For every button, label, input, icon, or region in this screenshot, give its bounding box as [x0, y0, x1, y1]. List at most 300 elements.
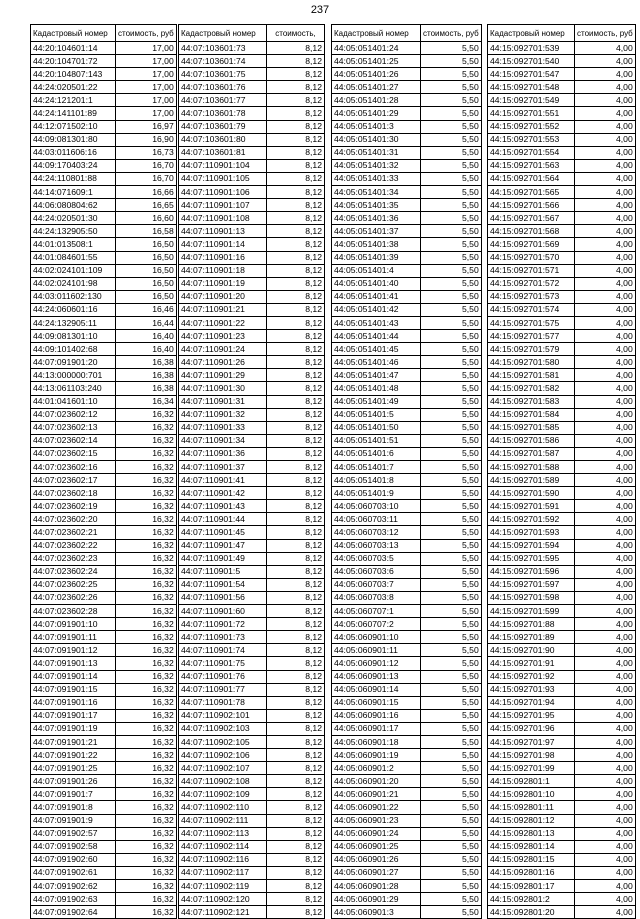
table-row: [488, 474, 636, 487]
cadastral-number-cell: 44:15:092701:590: [488, 487, 575, 500]
table-row: [31, 880, 177, 893]
cadastral-number-cell: 44:05:051401:31: [332, 146, 421, 159]
table-row: [179, 434, 325, 447]
cost-cell: 8,12: [267, 316, 325, 329]
table-row: [31, 487, 177, 500]
cadastral-number-cell: 44:07:091901:12: [31, 644, 116, 657]
cost-cell: 4,00: [575, 749, 636, 762]
cost-cell: 16,32: [116, 814, 177, 827]
cadastral-number-cell: 44:07:103601:76: [179, 81, 267, 94]
cost-cell: 4,00: [575, 605, 636, 618]
table-row: [332, 461, 482, 474]
table-row: [31, 277, 177, 290]
cost-cell: 16,32: [116, 618, 177, 631]
header-cadastral-number: Кадастровый номер: [332, 25, 421, 42]
table-row: [179, 631, 325, 644]
table-row: [488, 775, 636, 788]
cost-cell: 4,00: [575, 618, 636, 631]
table-row: [332, 539, 482, 552]
table-row: [179, 225, 325, 238]
table-row: [332, 578, 482, 591]
cost-cell: 4,00: [575, 565, 636, 578]
cadastral-number-cell: 44:05:051401:28: [332, 94, 421, 107]
table-row: [332, 526, 482, 539]
cost-cell: 5,50: [421, 565, 482, 578]
cost-cell: 4,00: [575, 539, 636, 552]
cadastral-number-cell: 44:05:051401:6: [332, 447, 421, 460]
table-row: [31, 788, 177, 801]
cadastral-number-cell: 44:07:110901:74: [179, 644, 267, 657]
cost-cell: 8,12: [267, 591, 325, 604]
cadastral-number-cell: 44:07:110901:18: [179, 264, 267, 277]
cost-cell: 16,32: [116, 552, 177, 565]
cost-cell: 4,00: [575, 356, 636, 369]
cadastral-number-cell: 44:15:092701:598: [488, 591, 575, 604]
cadastral-number-cell: 44:15:092701:581: [488, 369, 575, 382]
cost-cell: 4,00: [575, 526, 636, 539]
cadastral-number-cell: 44:15:092701:574: [488, 303, 575, 316]
cadastral-number-cell: 44:05:051401:48: [332, 382, 421, 395]
cadastral-number-cell: 44:07:023602:21: [31, 526, 116, 539]
table-row: [332, 434, 482, 447]
cadastral-number-cell: 44:07:023602:15: [31, 447, 116, 460]
cadastral-number-cell: 44:15:092701:548: [488, 81, 575, 94]
cost-cell: 16,32: [116, 840, 177, 853]
cadastral-number-cell: 44:05:051401:49: [332, 395, 421, 408]
cadastral-number-cell: 44:15:092701:582: [488, 382, 575, 395]
cost-cell: 5,50: [421, 762, 482, 775]
table-row: [488, 55, 636, 68]
cost-cell: 4,00: [575, 395, 636, 408]
cadastral-number-cell: 44:15:092701:571: [488, 264, 575, 277]
cadastral-number-cell: 44:15:092701:583: [488, 395, 575, 408]
cadastral-number-cell: 44:07:110901:56: [179, 591, 267, 604]
cadastral-number-cell: 44:05:060703:11: [332, 513, 421, 526]
cadastral-number-cell: 44:15:092701:596: [488, 565, 575, 578]
table-row: [332, 421, 482, 434]
cadastral-number-cell: 44:07:110901:54: [179, 578, 267, 591]
table-row: [31, 670, 177, 683]
cost-cell: 5,50: [421, 225, 482, 238]
cost-cell: 8,12: [267, 199, 325, 212]
cost-cell: 16,65: [116, 199, 177, 212]
table-row: [332, 225, 482, 238]
table-row: [179, 709, 325, 722]
cost-cell: 8,12: [267, 552, 325, 565]
table-row: [31, 513, 177, 526]
cadastral-number-cell: 44:07:110901:104: [179, 159, 267, 172]
table-row: [179, 146, 325, 159]
cadastral-number-cell: 44:07:110901:105: [179, 172, 267, 185]
table-row: [179, 461, 325, 474]
cost-cell: 5,50: [421, 42, 482, 55]
table-row: [488, 735, 636, 748]
cost-cell: 16,32: [116, 853, 177, 866]
cadastral-number-cell: 44:05:060901:27: [332, 866, 421, 879]
cadastral-number-cell: 44:05:060901:10: [332, 631, 421, 644]
table-row: [31, 814, 177, 827]
cost-cell: 8,12: [267, 461, 325, 474]
cadastral-number-cell: 44:05:060703:7: [332, 578, 421, 591]
cost-cell: 5,50: [421, 186, 482, 199]
cadastral-table-4: [487, 24, 636, 919]
cost-cell: 16,32: [116, 565, 177, 578]
cost-cell: 4,00: [575, 264, 636, 277]
cadastral-number-cell: 44:05:051401:32: [332, 159, 421, 172]
cost-cell: 5,50: [421, 749, 482, 762]
cost-cell: 8,12: [267, 853, 325, 866]
cadastral-number-cell: 44:15:092701:569: [488, 238, 575, 251]
table-row: [332, 801, 482, 814]
cadastral-number-cell: 44:07:091901:15: [31, 683, 116, 696]
cadastral-number-cell: 44:07:091901:16: [31, 696, 116, 709]
cadastral-number-cell: 44:07:091901:21: [31, 735, 116, 748]
table-row: [31, 68, 177, 81]
cadastral-number-cell: 44:05:060703:13: [332, 539, 421, 552]
cost-cell: 16,32: [116, 591, 177, 604]
cost-cell: 5,50: [421, 461, 482, 474]
table-row: [332, 42, 482, 55]
cadastral-number-cell: 44:07:110901:41: [179, 474, 267, 487]
cost-cell: 8,12: [267, 238, 325, 251]
table-row: [31, 631, 177, 644]
table-row: [488, 68, 636, 81]
header-cadastral-number: Кадастровый номер: [488, 25, 575, 42]
table-row: [31, 775, 177, 788]
table-row: [332, 513, 482, 526]
table-row: [31, 199, 177, 212]
table-row: [332, 735, 482, 748]
cadastral-number-cell: 44:15:092701:539: [488, 42, 575, 55]
cadastral-number-cell: 44:12:071502:10: [31, 120, 116, 133]
table-row: [332, 369, 482, 382]
cadastral-number-cell: 44:15:092701:599: [488, 605, 575, 618]
cadastral-number-cell: 44:15:092701:585: [488, 421, 575, 434]
cadastral-number-cell: 44:07:110901:106: [179, 186, 267, 199]
cost-cell: 16,66: [116, 186, 177, 199]
cadastral-number-cell: 44:07:103601:79: [179, 120, 267, 133]
cadastral-number-cell: 44:15:092701:540: [488, 55, 575, 68]
cadastral-number-cell: 44:15:092801:15: [488, 853, 575, 866]
cadastral-number-cell: 44:15:092701:565: [488, 186, 575, 199]
cost-cell: 16,50: [116, 238, 177, 251]
cost-cell: 5,50: [421, 382, 482, 395]
cost-cell: 4,00: [575, 172, 636, 185]
cost-cell: 16,32: [116, 434, 177, 447]
table-row: [31, 303, 177, 316]
table-row: [31, 500, 177, 513]
cadastral-number-cell: 44:15:092701:99: [488, 762, 575, 775]
cadastral-number-cell: 44:07:110901:14: [179, 238, 267, 251]
cost-cell: 4,00: [575, 500, 636, 513]
cost-cell: 17,00: [116, 81, 177, 94]
table-row: [488, 657, 636, 670]
cadastral-number-cell: 44:15:092701:570: [488, 251, 575, 264]
cost-cell: 16,40: [116, 330, 177, 343]
cadastral-number-cell: 44:05:060901:24: [332, 827, 421, 840]
table-row: [31, 434, 177, 447]
cost-cell: 8,12: [267, 906, 325, 919]
cost-cell: 4,00: [575, 94, 636, 107]
cost-cell: 4,00: [575, 343, 636, 356]
table-row: [332, 683, 482, 696]
header-cadastral-number: Кадастровый номер: [31, 25, 116, 42]
table-row: [179, 906, 325, 919]
table-row: [31, 461, 177, 474]
table-row: [332, 893, 482, 906]
table-row: [332, 565, 482, 578]
cost-cell: 16,32: [116, 500, 177, 513]
table-row: [179, 277, 325, 290]
cost-cell: 8,12: [267, 657, 325, 670]
cost-cell: 5,50: [421, 591, 482, 604]
cadastral-number-cell: 44:07:110901:76: [179, 670, 267, 683]
cost-cell: 4,00: [575, 408, 636, 421]
cadastral-number-cell: 44:05:051401:51: [332, 434, 421, 447]
table-row: [179, 893, 325, 906]
cadastral-number-cell: 44:15:092801:14: [488, 840, 575, 853]
table-row: [488, 107, 636, 120]
cost-cell: 8,12: [267, 866, 325, 879]
table-row: [488, 670, 636, 683]
cadastral-number-cell: 44:07:091901:26: [31, 775, 116, 788]
cost-cell: 8,12: [267, 81, 325, 94]
cost-cell: 8,12: [267, 618, 325, 631]
cadastral-number-cell: 44:07:023602:26: [31, 591, 116, 604]
cadastral-number-cell: 44:05:060901:15: [332, 696, 421, 709]
cadastral-number-cell: 44:07:110901:44: [179, 513, 267, 526]
cadastral-number-cell: 44:07:103601:77: [179, 94, 267, 107]
cost-cell: 5,50: [421, 316, 482, 329]
cost-cell: 4,00: [575, 631, 636, 644]
cadastral-number-cell: 44:07:023602:23: [31, 552, 116, 565]
cadastral-number-cell: 44:05:051401:24: [332, 42, 421, 55]
cost-cell: 5,50: [421, 68, 482, 81]
cost-cell: 5,50: [421, 840, 482, 853]
cost-cell: 17,00: [116, 42, 177, 55]
cost-cell: 8,12: [267, 644, 325, 657]
table-row: [332, 55, 482, 68]
table-row: [179, 487, 325, 500]
table-row: [179, 55, 325, 68]
cadastral-table-3: [331, 24, 482, 919]
cadastral-number-cell: 44:05:051401:7: [332, 461, 421, 474]
cadastral-number-cell: 44:07:103601:73: [179, 42, 267, 55]
cadastral-number-cell: 44:15:092701:566: [488, 199, 575, 212]
cost-cell: 16,73: [116, 146, 177, 159]
table-row: [488, 840, 636, 853]
table-row: [488, 382, 636, 395]
cost-cell: 16,34: [116, 395, 177, 408]
cadastral-number-cell: 44:15:092701:572: [488, 277, 575, 290]
cadastral-number-cell: 44:05:051401:3: [332, 120, 421, 133]
cadastral-number-cell: 44:07:091902:62: [31, 880, 116, 893]
table-row: [179, 591, 325, 604]
cadastral-number-cell: 44:01:084601:55: [31, 251, 116, 264]
cost-cell: 5,50: [421, 880, 482, 893]
cadastral-number-cell: 44:15:092701:597: [488, 578, 575, 591]
table-row: [488, 212, 636, 225]
cost-cell: 16,32: [116, 880, 177, 893]
cost-cell: 8,12: [267, 133, 325, 146]
cost-cell: 4,00: [575, 591, 636, 604]
cadastral-number-cell: 44:09:081301:80: [31, 133, 116, 146]
table-row: [488, 42, 636, 55]
cost-cell: 8,12: [267, 94, 325, 107]
cadastral-number-cell: 44:07:110902:111: [179, 814, 267, 827]
table-row: [488, 199, 636, 212]
cadastral-number-cell: 44:07:091902:61: [31, 866, 116, 879]
cost-cell: 4,00: [575, 68, 636, 81]
table-row: [488, 120, 636, 133]
cost-cell: 5,50: [421, 670, 482, 683]
cost-cell: 16,32: [116, 657, 177, 670]
cadastral-table-1: [30, 24, 177, 919]
table-row: [488, 395, 636, 408]
cost-cell: 4,00: [575, 880, 636, 893]
table-row: [332, 277, 482, 290]
cost-cell: 17,00: [116, 55, 177, 68]
cost-cell: 5,50: [421, 421, 482, 434]
table-row: [488, 631, 636, 644]
cadastral-number-cell: 44:07:110902:121: [179, 906, 267, 919]
cadastral-number-cell: 44:05:051401:30: [332, 133, 421, 146]
cadastral-number-cell: 44:07:023602:18: [31, 487, 116, 500]
cadastral-number-cell: 44:13:000000:701: [31, 369, 116, 382]
cost-cell: 4,00: [575, 578, 636, 591]
table-row: [332, 212, 482, 225]
cadastral-number-cell: 44:24:121201:1: [31, 94, 116, 107]
table-row: [31, 133, 177, 146]
cost-cell: 4,00: [575, 421, 636, 434]
cadastral-number-cell: 44:07:110902:107: [179, 762, 267, 775]
table-row: [31, 605, 177, 618]
table-row: [31, 251, 177, 264]
table-row: [31, 447, 177, 460]
table-row: [332, 880, 482, 893]
cadastral-number-cell: 44:15:092701:586: [488, 434, 575, 447]
cost-cell: 8,12: [267, 159, 325, 172]
header-cost: стоимость,: [267, 25, 325, 42]
table-row: [179, 866, 325, 879]
table-row: [179, 42, 325, 55]
cost-cell: 8,12: [267, 356, 325, 369]
cost-cell: 16,46: [116, 303, 177, 316]
cadastral-number-cell: 44:07:091901:19: [31, 722, 116, 735]
cadastral-number-cell: 44:05:060703:10: [332, 500, 421, 513]
table-row: [332, 447, 482, 460]
cadastral-number-cell: 44:07:103601:75: [179, 68, 267, 81]
cost-cell: 16,32: [116, 683, 177, 696]
cost-cell: 16,32: [116, 408, 177, 421]
cadastral-number-cell: 44:07:110901:47: [179, 539, 267, 552]
cost-cell: 5,50: [421, 775, 482, 788]
table-row: [31, 146, 177, 159]
cost-cell: 4,00: [575, 290, 636, 303]
table-row: [488, 408, 636, 421]
cadastral-number-cell: 44:07:091902:57: [31, 827, 116, 840]
table-row: [332, 343, 482, 356]
cadastral-number-cell: 44:15:092801:10: [488, 788, 575, 801]
cadastral-number-cell: 44:15:092701:553: [488, 133, 575, 146]
cadastral-number-cell: 44:02:024101:109: [31, 264, 116, 277]
cost-cell: 5,50: [421, 264, 482, 277]
cost-cell: 8,12: [267, 788, 325, 801]
cost-cell: 5,50: [421, 696, 482, 709]
cost-cell: 4,00: [575, 238, 636, 251]
table-row: [31, 696, 177, 709]
cost-cell: 16,32: [116, 722, 177, 735]
table-row: [332, 552, 482, 565]
table-row: [179, 762, 325, 775]
table-row: [488, 81, 636, 94]
table-row: [179, 840, 325, 853]
table-row: [488, 500, 636, 513]
table-row: [332, 290, 482, 303]
table-row: [488, 565, 636, 578]
cost-cell: 8,12: [267, 290, 325, 303]
cost-cell: 16,32: [116, 801, 177, 814]
cadastral-number-cell: 44:05:060901:13: [332, 670, 421, 683]
cost-cell: 8,12: [267, 42, 325, 55]
cost-cell: 16,32: [116, 866, 177, 879]
table-row: [31, 382, 177, 395]
cadastral-number-cell: 44:07:023602:22: [31, 539, 116, 552]
cost-cell: 16,50: [116, 290, 177, 303]
table-row: [332, 356, 482, 369]
table-row: [332, 186, 482, 199]
cadastral-number-cell: 44:05:051401:38: [332, 238, 421, 251]
table-row: [31, 578, 177, 591]
table-row: [31, 120, 177, 133]
cost-cell: 8,12: [267, 343, 325, 356]
cost-cell: 8,12: [267, 631, 325, 644]
cost-cell: 4,00: [575, 120, 636, 133]
table-row: [332, 107, 482, 120]
cadastral-number-cell: 44:24:132905:50: [31, 225, 116, 238]
cost-cell: 16,32: [116, 513, 177, 526]
cost-cell: 4,00: [575, 303, 636, 316]
cost-cell: 8,12: [267, 68, 325, 81]
cost-cell: 8,12: [267, 487, 325, 500]
cadastral-number-cell: 44:05:051401:47: [332, 369, 421, 382]
cost-cell: 4,00: [575, 199, 636, 212]
cadastral-number-cell: 44:05:060901:22: [332, 801, 421, 814]
cost-cell: 5,50: [421, 434, 482, 447]
table-row: [332, 866, 482, 879]
cost-cell: 8,12: [267, 408, 325, 421]
table-row: [179, 578, 325, 591]
table-header-row: [31, 25, 177, 42]
cost-cell: 4,00: [575, 513, 636, 526]
table-row: [332, 146, 482, 159]
cadastral-number-cell: 44:05:051401:4: [332, 264, 421, 277]
cost-cell: 8,12: [267, 303, 325, 316]
cadastral-number-cell: 44:05:051401:44: [332, 330, 421, 343]
cost-cell: 8,12: [267, 565, 325, 578]
table-header-row: [488, 25, 636, 42]
cost-cell: 16,32: [116, 762, 177, 775]
table-row: [488, 539, 636, 552]
cost-cell: 4,00: [575, 775, 636, 788]
cost-cell: 8,12: [267, 107, 325, 120]
table-row: [332, 172, 482, 185]
cadastral-number-cell: 44:05:051401:8: [332, 474, 421, 487]
table-row: [179, 186, 325, 199]
table-row: [179, 251, 325, 264]
cost-cell: 8,12: [267, 434, 325, 447]
cadastral-number-cell: 44:07:110901:78: [179, 696, 267, 709]
